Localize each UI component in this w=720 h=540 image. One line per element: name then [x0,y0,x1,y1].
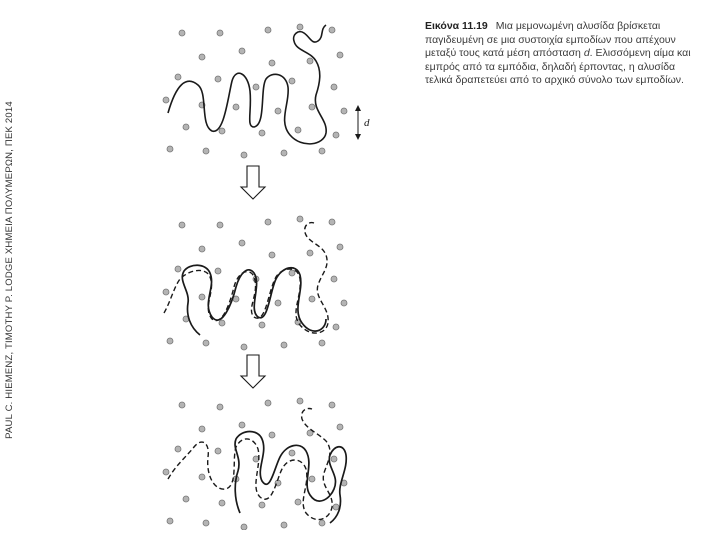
panel-partial-escape [163,216,347,350]
transition-arrow-1 [241,166,265,199]
side-credit: PAUL C. HIEMENZ, TIMOTHY P. LODGE ΧΗΜΕΙΑ ΠΟΛΥΜΕΡΩΝ, ΠΕΚ 2014 [4,101,15,439]
distance-label: d [364,117,370,129]
polymer-chain [168,25,326,144]
obstacle-grid [163,398,347,530]
panel-later-escape [163,398,347,530]
reptation-diagram [150,15,390,530]
caption-text-part-1: Μια μεμονωμένη αλυσίδα βρίσκεται παγιδευμένη σε μια συστοιχία εμποδίων που απέχουν μεταξύ τους κατά μέση απόσταση [425,20,676,59]
polymer-chain-current [235,432,346,524]
caption-text-part-2: . Ελισσόμενη αίμα και εμπρός από τα εμπόδια, δηλαδή έρποντας, η αλυσίδα τελικά δραπετεύει από το αρχικό σύνολο των εμποδίων. [425,47,691,86]
polymer-chain-current [182,265,326,335]
caption-variable: d [583,47,590,59]
panel-initial [163,24,370,158]
figure-label: Εικόνα 11.19 [425,20,488,32]
distance-indicator [355,105,370,140]
transition-arrow-2 [241,355,265,388]
figure-caption [425,20,695,88]
polymer-chain-previous [168,408,332,519]
obstacle-grid [163,24,347,158]
figure-panels [150,15,390,530]
